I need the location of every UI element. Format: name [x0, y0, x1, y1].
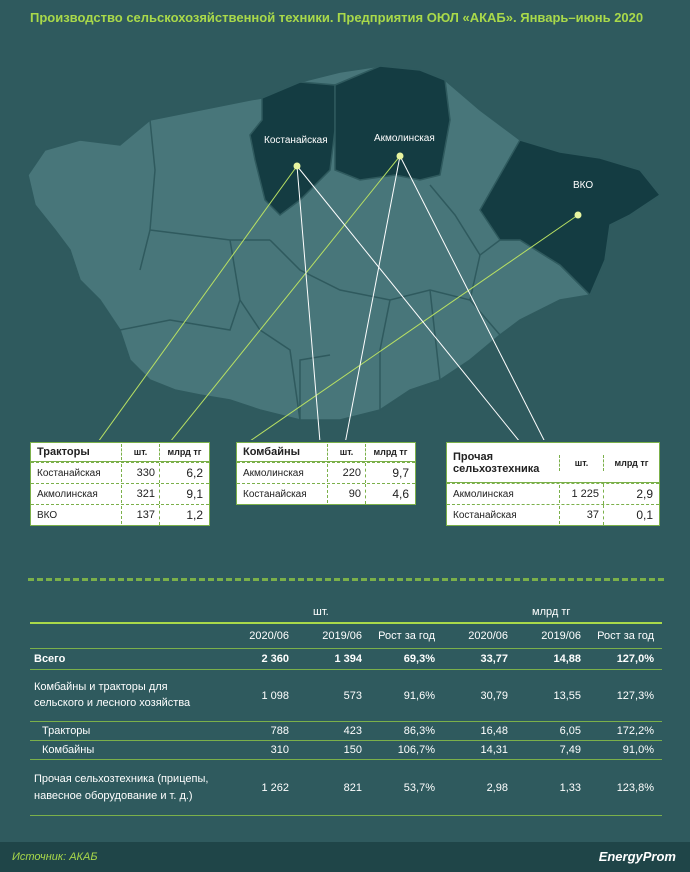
row-label: Прочая сельхозтехника (прицепы, навесное оборудование и т. д.) [34, 773, 209, 802]
cell: 106,7% [397, 744, 435, 756]
table-row [31, 483, 209, 504]
label-akmola: Акмолинская [374, 133, 435, 144]
row-units: 321 [121, 485, 159, 503]
unit-group-pieces: шт. [313, 606, 329, 618]
cell: 14,88 [553, 653, 581, 665]
table-row [30, 648, 662, 670]
table-row [447, 504, 659, 525]
table-row [447, 483, 659, 504]
brand-logo: EnergyProm [598, 849, 676, 864]
cell: 53,7% [403, 781, 435, 794]
dot-akmola [397, 153, 404, 160]
source-text: Источник: АКАБ [12, 851, 98, 863]
col-2019-value: 2019/06 [541, 630, 581, 642]
table-header [237, 443, 415, 462]
row-value: 0,1 [603, 505, 659, 525]
section-divider [28, 578, 664, 581]
cell: 30,79 [480, 689, 508, 702]
row-units: 90 [327, 485, 365, 503]
unit-group-billions: млрд тг [532, 606, 571, 618]
other-title: Прочая сельхозтехника [453, 450, 540, 475]
row-units: 1 225 [559, 485, 603, 503]
table-header [31, 443, 209, 462]
cell: 423 [343, 725, 362, 737]
cell: 788 [270, 725, 289, 737]
table-row [30, 741, 662, 760]
label-vko: ВКО [573, 180, 594, 191]
col-units: шт. [121, 444, 159, 460]
units-row [30, 600, 662, 622]
dot-kostanay [294, 163, 301, 170]
combines-table [236, 442, 416, 505]
other-machinery-table [446, 442, 660, 526]
col-2020-value: 2020/06 [468, 630, 508, 642]
cell: 123,8% [616, 781, 654, 794]
cell: 172,2% [616, 725, 654, 737]
table-row [237, 462, 415, 483]
row-region: Акмолинская [37, 488, 98, 500]
row-region: Акмолинская [453, 488, 514, 500]
row-region: Костанайская [37, 467, 101, 479]
col-value: млрд тг [365, 444, 415, 460]
cell: 91,0% [622, 744, 654, 756]
cell: 127,0% [616, 653, 654, 665]
table-row [30, 760, 662, 816]
map-region-akmola [335, 66, 450, 180]
table-header [447, 443, 659, 483]
row-units: 220 [327, 464, 365, 482]
tractors-title: Тракторы [37, 446, 90, 458]
row-region: Костанайская [453, 509, 517, 521]
tractors-table [30, 442, 210, 526]
footer [0, 842, 690, 872]
cell: 13,55 [553, 689, 581, 702]
cell: 127,3% [616, 689, 654, 702]
cell: 821 [343, 781, 362, 794]
cell: 86,3% [403, 725, 435, 737]
dot-vko [575, 212, 582, 219]
combines-title: Комбайны [243, 446, 300, 458]
table-row [31, 462, 209, 483]
cell: 1 394 [334, 653, 362, 665]
row-label: Тракторы [42, 725, 91, 737]
cell: 69,3% [403, 653, 435, 665]
col-2020-units: 2020/06 [249, 630, 289, 642]
cell: 1,33 [559, 781, 581, 794]
row-value: 9,1 [159, 484, 209, 504]
cell: 150 [343, 744, 362, 756]
cell: 7,49 [559, 744, 581, 756]
col-2019-units: 2019/06 [322, 630, 362, 642]
col-value: млрд тг [159, 444, 209, 460]
head-empty [30, 635, 220, 637]
table-row [30, 670, 662, 722]
cell: 573 [343, 689, 362, 702]
cell: 310 [270, 744, 289, 756]
row-region: Акмолинская [243, 467, 304, 479]
row-units: 330 [121, 464, 159, 482]
cell: 1 098 [261, 689, 289, 702]
col-growth-value: Рост за год [597, 630, 654, 642]
col-value: млрд тг [603, 455, 659, 471]
label-kostanay: Костанайская [264, 135, 328, 146]
col-growth-units: Рост за год [378, 630, 435, 642]
table-row [31, 504, 209, 525]
cell: 2,98 [486, 781, 508, 794]
row-units: 137 [121, 506, 159, 524]
table-row [30, 722, 662, 741]
cell: 91,6% [403, 689, 435, 702]
row-units: 37 [559, 506, 603, 524]
row-region: Костанайская [243, 488, 307, 500]
col-units: шт. [559, 455, 603, 471]
chart-title: Производство сельскохозяйственной техники. Предприятия ОЮЛ «АКАБ». Январь–июнь 2020 [30, 10, 644, 25]
cell: 1 262 [261, 781, 289, 794]
row-region: ВКО [37, 509, 58, 521]
row-label: Комбайны и тракторы для сельского и лесного хозяйства [34, 680, 191, 709]
cell: 2 360 [261, 653, 289, 665]
row-value: 9,7 [365, 463, 415, 483]
row-value: 2,9 [603, 484, 659, 504]
cell: 33,77 [480, 653, 508, 665]
cell: 14,31 [480, 744, 508, 756]
table-head [30, 622, 662, 648]
table-row [237, 483, 415, 504]
row-value: 1,2 [159, 505, 209, 525]
row-label: Комбайны [42, 744, 95, 756]
cell: 16,48 [480, 725, 508, 737]
col-units: шт. [327, 444, 365, 460]
cell: 6,05 [559, 725, 581, 737]
row-value: 4,6 [365, 484, 415, 504]
summary-table [30, 600, 662, 816]
row-value: 6,2 [159, 463, 209, 483]
row-label: Всего [34, 653, 66, 665]
